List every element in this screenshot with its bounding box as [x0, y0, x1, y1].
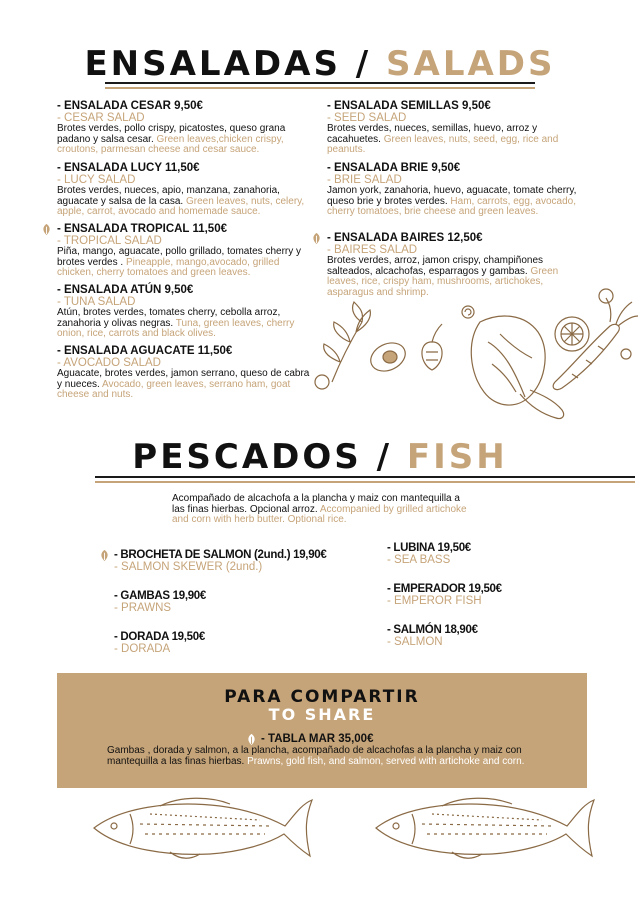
salads-title: [0, 44, 640, 84]
fish-item: [114, 590, 206, 614]
fish-item: [114, 549, 327, 573]
salad-item: [327, 162, 582, 218]
salads-title-sep: /: [340, 44, 387, 84]
fish-name: - EMPERADOR 19,50€: [387, 583, 502, 595]
fish-name-en: - SEA BASS: [387, 554, 451, 566]
salad-desc-en: Pineapple, mango,avocado, grilled chicken, cherry tomatoes and green leaves.: [57, 256, 280, 278]
salad-name-en: - BRIE SALAD: [327, 174, 402, 186]
fish-name: - GAMBAS 19,90€: [114, 590, 207, 602]
fish-illustration-right: [372, 794, 597, 864]
salad-desc: Atún, brotes verdes, tomates cherry, cebolla arroz, zanahoria y olivas negras.: [57, 307, 281, 329]
salad-desc-en: Green leaves, nuts, seed, egg, rice and peanuts.: [327, 133, 559, 155]
share-box: [57, 673, 587, 788]
fish-illustration-left: [90, 794, 315, 864]
salad-name-en: - TROPICAL SALAD: [57, 235, 162, 247]
salad-name: - ENSALADA AGUACATE 11,50€: [57, 345, 233, 357]
salad-desc: Brotes verdes, pollo crispy, picatostes, queso grana padano y salsa cesar.: [57, 123, 286, 145]
fish-item: [387, 583, 502, 607]
salad-item: [57, 284, 312, 340]
salad-desc-en: Green leaves,chicken crispy, croutons, parmesan cheese and cesar sauce.: [57, 133, 284, 155]
salad-desc-en: Green leaves, rice, crispy ham, mushrooms, artichokes, asparagus and shrimp.: [327, 265, 559, 298]
salad-desc-en: Ham, carrots, egg, avocado, cherry tomatoes, brie cheese and green leaves.: [327, 195, 577, 217]
salad-item: [327, 100, 582, 156]
salad-desc: Brotes verdes, nueces, apio, manzana, zanahoria, aguacate y salsa de la casa.: [57, 185, 280, 207]
salad-name: - ENSALADA LUCY 11,50€: [57, 162, 200, 174]
salad-name: - ENSALADA SEMILLAS 9,50€: [327, 100, 491, 112]
share-desc-es: Gambas , dorada y salmon, a la plancha, acompañado de alcachofas a la plancha y maiz con mantequilla a las finas hierbas.: [107, 745, 522, 767]
fish-title-sep: /: [361, 437, 407, 477]
salad-item: [57, 162, 312, 218]
fish-item: [387, 624, 478, 648]
leaf-icon: [310, 232, 323, 245]
fish-intro: [172, 494, 472, 526]
salad-desc: Jamon york, zanahoria, huevo, aguacate, tomate cherry, queso brie y brotes verdes.: [327, 185, 577, 207]
fish-name-en: - PRAWNS: [114, 602, 172, 614]
vegetables-illustration: [310, 282, 640, 424]
salad-item: [57, 345, 312, 401]
fish-item: [114, 631, 205, 655]
salad-desc-en: Avocado, green leaves, serrano ham, goat cheese and nuts.: [57, 378, 291, 400]
salads-rule-dark: [105, 82, 535, 84]
salads-title-es: ENSALADAS: [84, 44, 341, 84]
fish-name: - DORADA 19,50€: [114, 631, 205, 643]
fish-intro-es: Acompañado de alcachofa a la plancha y maiz con mantequilla a las finas hierbas. Opcional arroz.: [172, 493, 460, 515]
salads-rule-gold: [105, 87, 535, 89]
salad-name: - ENSALADA CESAR 9,50€: [57, 100, 203, 112]
fish-name: - SALMÓN 18,90€: [387, 624, 478, 636]
fish-rule-dark: [95, 476, 635, 478]
salad-name: - ENSALADA TROPICAL 11,50€: [57, 223, 227, 235]
salad-desc-en: Tuna, green leaves, cherry onion, rice, carrots and black olives.: [57, 317, 295, 339]
share-title: PARA COMPARTIR: [224, 687, 420, 707]
salad-desc-en: Green leaves, nuts, celery, apple, carrot, avocado and homemade sauce.: [57, 195, 305, 217]
salad-item: [57, 100, 312, 156]
fish-name-en: - SALMON: [387, 636, 443, 648]
salad-name: - ENSALADA ATÚN 9,50€: [57, 284, 194, 296]
salad-name: - ENSALADA BRIE 9,50€: [327, 162, 461, 174]
salad-name-en: - BAIRES SALAD: [327, 244, 418, 256]
share-item-name: - TABLA MAR 35,00€: [261, 733, 374, 745]
salads-title-en: SALADS: [386, 44, 556, 84]
share-desc-en: Prawns, gold fish, and salmon, served with artichoke and corn.: [247, 756, 525, 767]
fish-name: - LUBINA 19,50€: [387, 542, 471, 554]
salad-name-en: - CESAR SALAD: [57, 112, 145, 124]
share-title-en: TO SHARE: [268, 705, 376, 724]
salad-desc: Brotes verdes, nueces, semillas, huevo, arroz y cacahuetes.: [327, 123, 538, 145]
fish-name-en: - DORADA: [114, 643, 171, 655]
fish-title-en: FISH: [406, 437, 508, 477]
fish-name: - BROCHETA DE SALMON (2und.) 19,90€: [114, 549, 327, 561]
fish-name-en: - SALMON SKEWER (2und.): [114, 561, 263, 573]
salad-name-en: - SEED SALAD: [327, 112, 407, 124]
fish-item: [387, 542, 471, 566]
salad-item: [57, 223, 312, 279]
fish-intro-en: Accompanied by grilled artichoke and corn with herb butter. Optional rice.: [172, 503, 467, 525]
fish-title: [0, 437, 640, 477]
salad-desc: Aguacate, brotes verdes, jamon serrano, queso de cabra y nueces.: [57, 368, 310, 390]
salad-name-en: - TUNA SALAD: [57, 296, 136, 308]
share-desc: [107, 745, 547, 767]
salad-desc: Piña, mango, aguacate, pollo grillado, tomates cherry y brotes verdes .: [57, 246, 302, 268]
salad-name-en: - AVOCADO SALAD: [57, 357, 161, 369]
fish-title-es: PESCADOS: [132, 437, 362, 477]
fish-rule-gold: [95, 481, 635, 483]
salad-desc: Brotes verdes, arroz, jamon crispy, champiñones salteados, alcachofas, esparragos y gambas.: [327, 255, 544, 277]
leaf-icon: [98, 549, 111, 562]
salad-name: - ENSALADA BAIRES 12,50€: [327, 232, 483, 244]
salad-name-en: - LUCY SALAD: [57, 174, 136, 186]
leaf-icon: [40, 223, 53, 236]
fish-name-en: - EMPEROR FISH: [387, 595, 482, 607]
